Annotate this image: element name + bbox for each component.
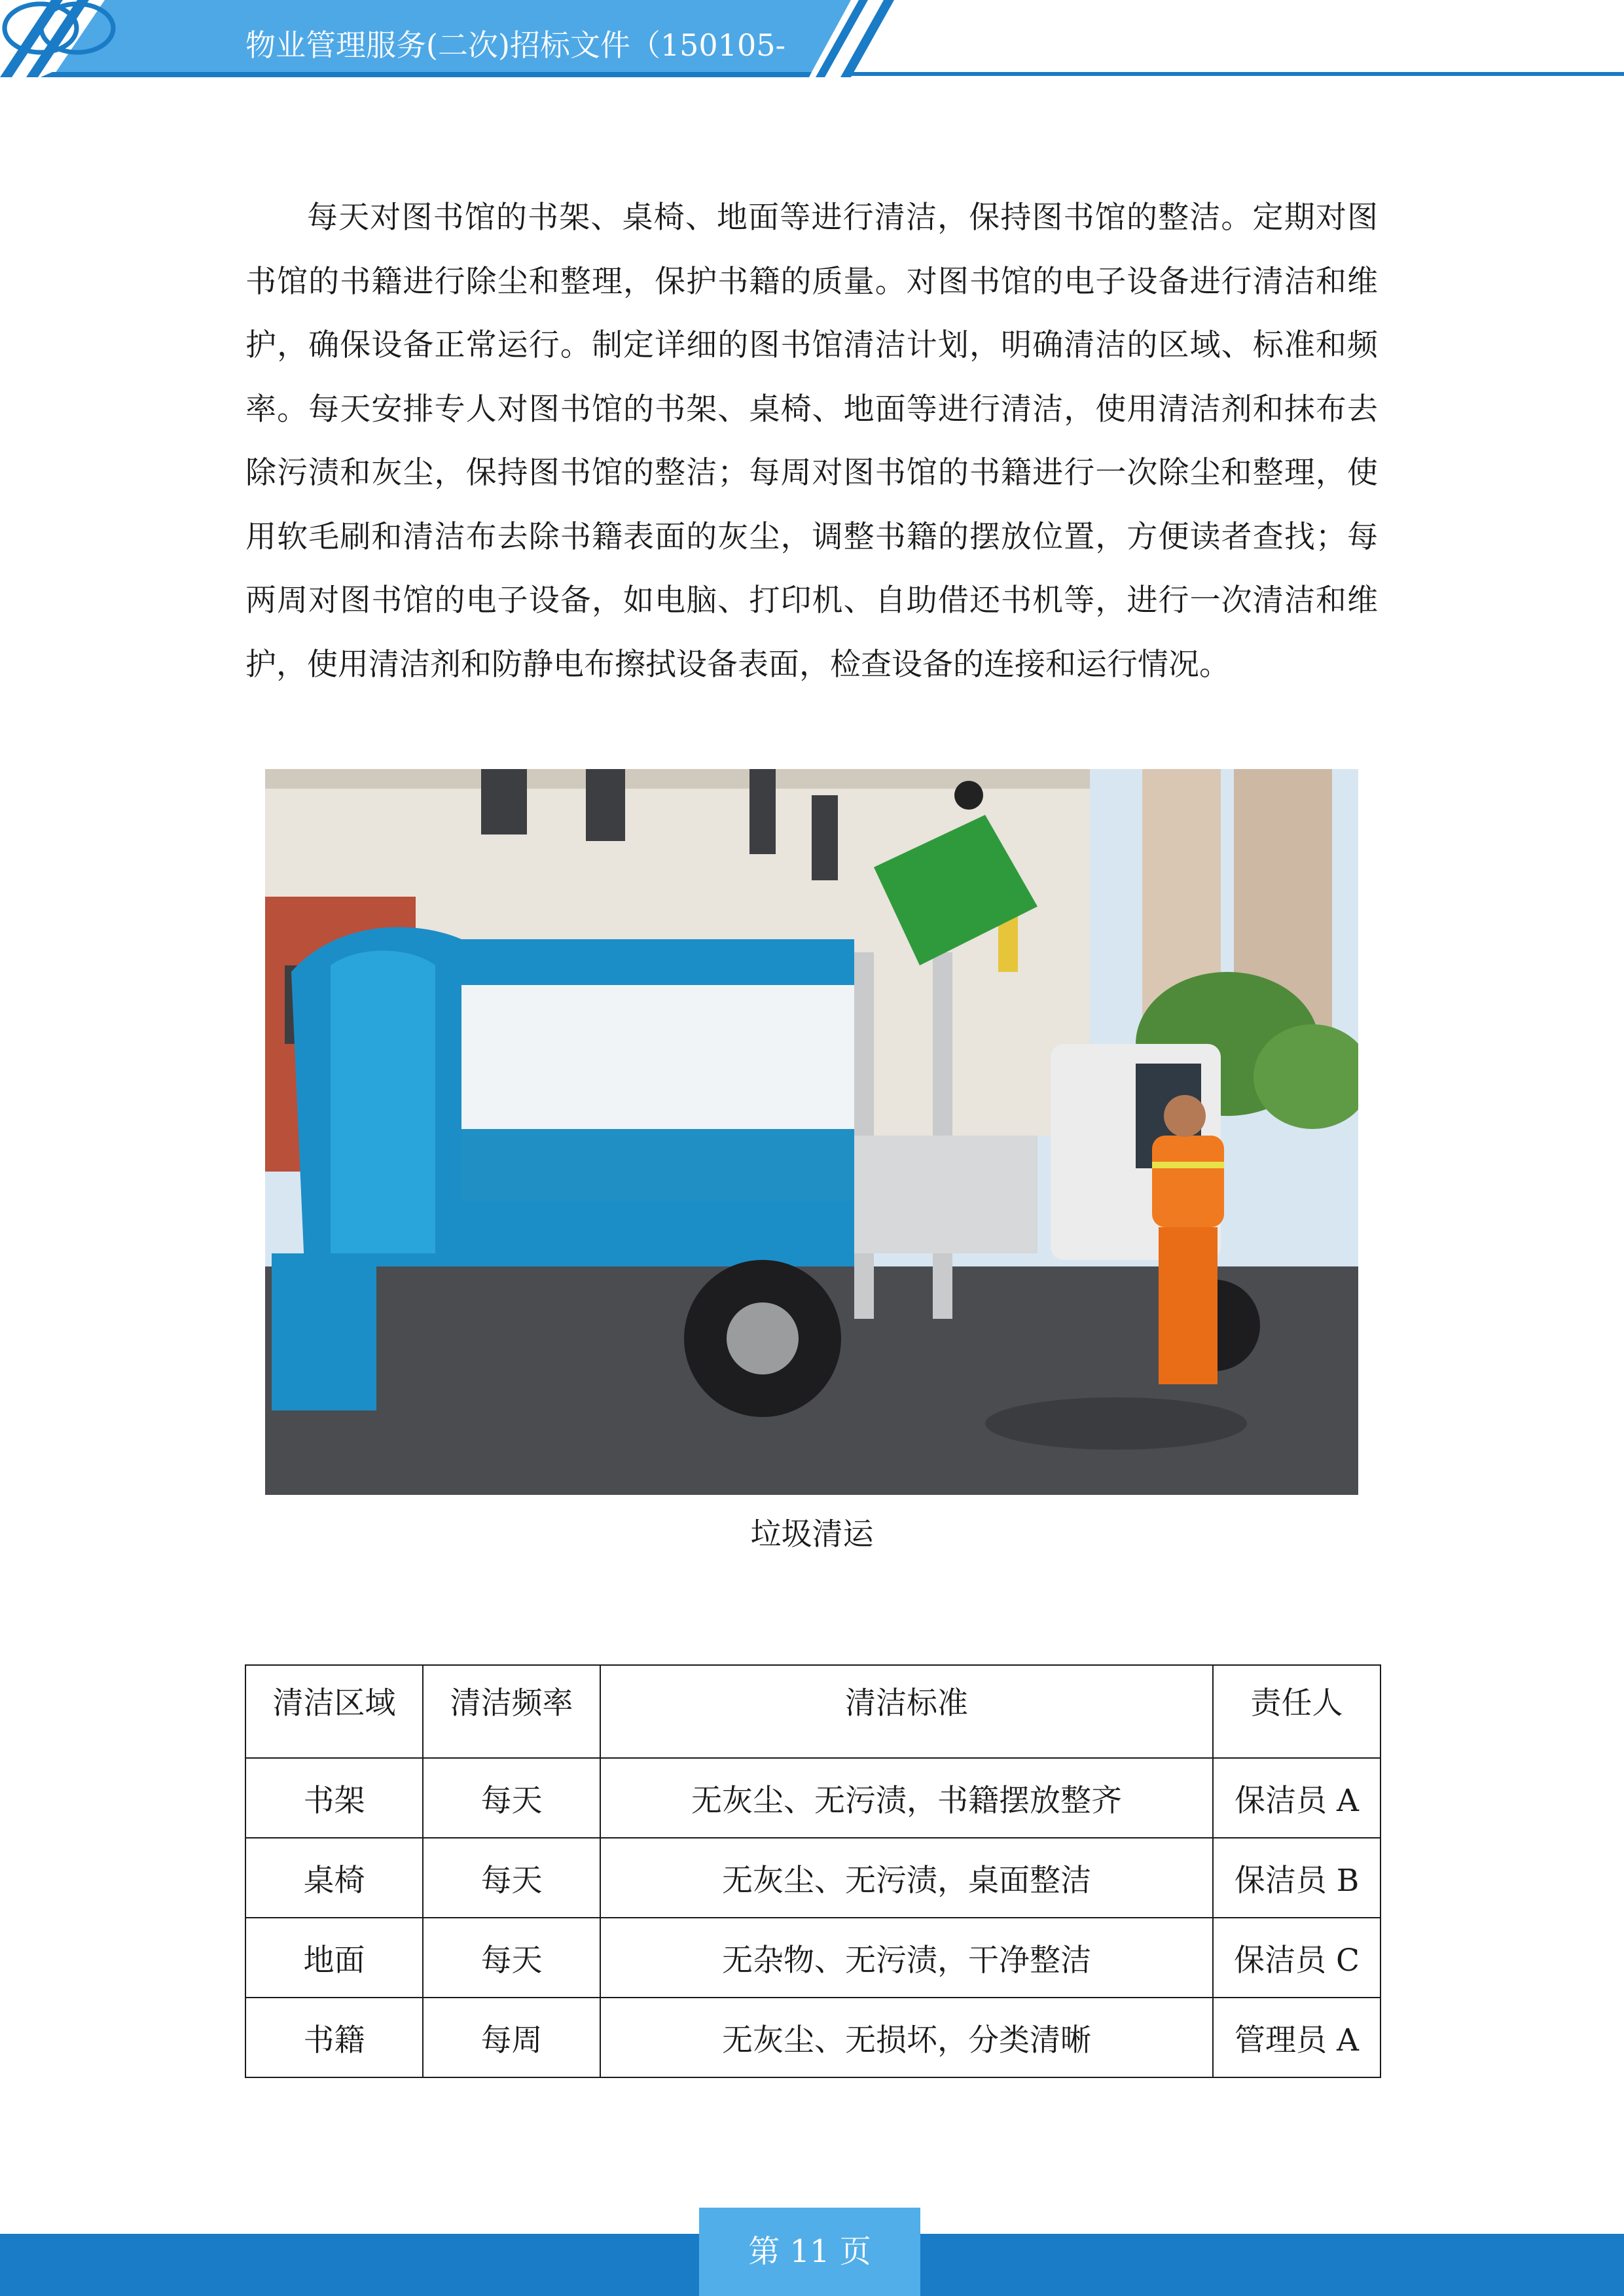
figure-caption: 垃圾清运 — [750, 1516, 874, 1552]
table-cell: 每周 — [423, 1998, 600, 2077]
table-header-row — [245, 1665, 1380, 1758]
table-row — [245, 1998, 1380, 2077]
table-cell: 保洁员 C — [1213, 1918, 1380, 1998]
table-cell: 无灰尘、无损坏，分类清晰 — [600, 1998, 1213, 2077]
table-header-cell: 清洁区域 — [245, 1665, 423, 1758]
table-header-cell: 责任人 — [1213, 1665, 1380, 1758]
cleaning-schedule-table — [245, 1664, 1381, 2078]
table-cell: 无杂物、无污渍，干净整洁 — [600, 1918, 1213, 1998]
table-cell: 书架 — [245, 1758, 423, 1838]
table-cell: 每天 — [423, 1838, 600, 1918]
table-cell: 每天 — [423, 1758, 600, 1838]
page-header — [0, 0, 1624, 82]
table-row — [245, 1918, 1380, 1998]
table-cell: 无灰尘、无污渍，桌面整洁 — [600, 1838, 1213, 1918]
table-cell: 地面 — [245, 1918, 423, 1998]
page-number: 第 11 页 — [699, 2208, 920, 2296]
table-cell: 每天 — [423, 1918, 600, 1998]
table-cell: 保洁员 A — [1213, 1758, 1380, 1838]
interlocked-rings-logo-icon — [0, 0, 118, 56]
header-title: 物业管理服务(二次)招标文件（150105- — [245, 27, 786, 63]
table-row — [245, 1838, 1380, 1918]
garbage-truck-photo — [265, 769, 1358, 1495]
body-paragraph: 每天对图书馆的书架、桌椅、地面等进行清洁，保持图书馆的整洁。定期对图书馆的书籍进行除尘和整理，保护书籍的质量。对图书馆的电子设备进行清洁和维护，确保设备正常运行。制定详细的图书馆清洁计划，明确清洁的区域、标准和频率。每天安排专人对图书馆的书架、桌椅、地面等进行清洁，使用清洁剂和抹布去除污渍和灰尘，保持图书馆的整洁；每周对图书馆的书籍进行一次除尘和整理，使用软毛刷和清洁布去除书籍表面的灰尘，调整书籍的摆放位置，方便读者查找；每两周对图书馆的电子设备，如电脑、打印机、自助借还书机等，进行一次清洁和维护，使用清洁剂和防静电布擦拭设备表面，检查设备的连接和运行情况。 — [245, 200, 1378, 683]
table-cell: 管理员 A — [1213, 1998, 1380, 2077]
table-cell: 桌椅 — [245, 1838, 423, 1918]
table-cell: 书籍 — [245, 1998, 423, 2077]
table-cell: 保洁员 B — [1213, 1838, 1380, 1918]
table-row — [245, 1758, 1380, 1838]
table-header-cell: 清洁标准 — [600, 1665, 1213, 1758]
table-header-cell: 清洁频率 — [423, 1665, 600, 1758]
table-cell: 无灰尘、无污渍，书籍摆放整齐 — [600, 1758, 1213, 1838]
